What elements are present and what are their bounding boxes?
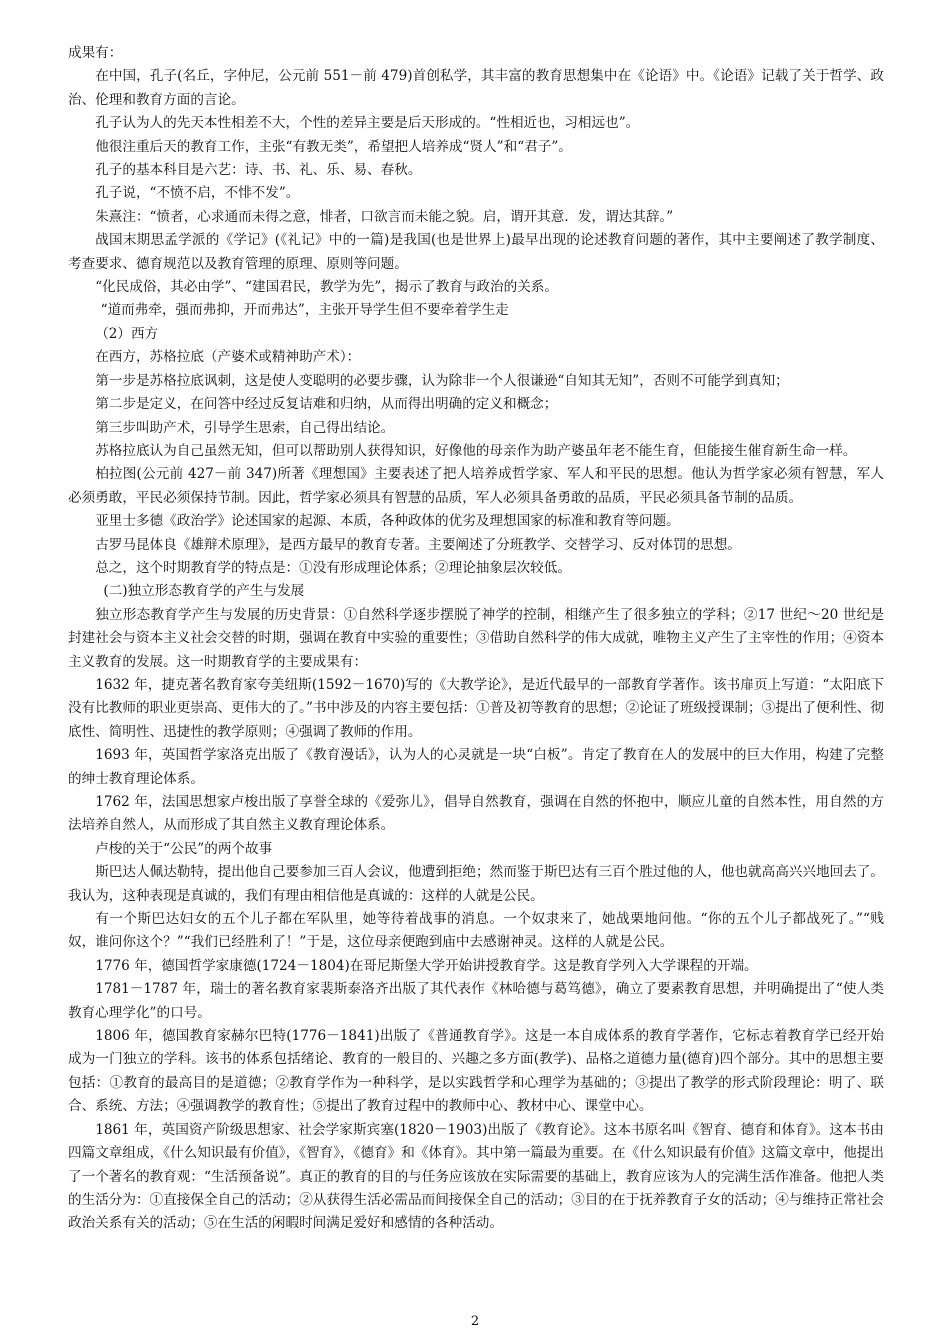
paragraph: “化民成俗，其必由学”、“建国君民，教学为先”，揭示了教育与政治的关系。 — [95, 279, 558, 296]
paragraph: 苏格拉底认为自己虽然无知，但可以帮助别人获得知识，好像他的母亲作为助产婆虽年老不能生育，但能接生催育新生命一样。 — [95, 442, 857, 459]
paragraph: 1861 年，英国资产阶级思想家、社会学家斯宾塞(1820－1903)出版了《教育论》。这本书原名叫《智育、德育和体育》。这本书由四篇文章组成，《什么知识最有价值》，《智育》，《德育》和《体育》。其中第一篇最为重要。在《什么知识最有价值》这篇文章中，他提出了一个著名的教育观：“生活预备说”。真正的教育的目的与任务应该放在实际需要的基础上，教育应该为人的完满生活作准备。他把人类的生活分为：①直接保全自己的活动；②从获得生活必需品而间接保全自己的活动；③目的在于抚养教育子女的活动；④与维持正常社会政治关系有关的活动；⑤在生活的闲暇时间满足爱好和感情的各种活动。 — [68, 1121, 884, 1232]
paragraph: 卢梭的关于“公民”的两个故事 — [95, 840, 273, 857]
paragraph: 1762 年，法国思想家卢梭出版了享誉全球的《爱弥儿》，倡导自然教育，强调在自然的怀抱中，顺应儿童的自然本性，用自然的方法培养自然人，从而形成了其自然主义教育理论体系。 — [68, 794, 884, 834]
paragraph: 朱熹注：“愤者，心求通而未得之意，悱者，口欲言而未能之貌。启，谓开其意．发，谓达其辞。” — [95, 208, 674, 225]
paragraph: 古罗马昆体良《雄辩术原理》，是西方最早的教育专著。主要阐述了分班教学、交替学习、反对体罚的思想。 — [95, 536, 741, 553]
paragraph: 孔子的基本科目是六艺：诗、书、礼、乐、易、春秋。 — [95, 162, 422, 179]
paragraph: 独立形态教育学产生与发展的历史背景：①自然科学逐步摆脱了神学的控制，相继产生了很多独立的学科；②17 世纪～20 世纪是封建社会与资本主义社会交替的时期，强调在教育中实验的重要性；③借助自然科学的伟大成就，唯物主义产生了主宰性的作用；④资本主义教育的发展。这一时期教育学的主要成果有： — [68, 606, 884, 670]
paragraph: 总之，这个时期教育学的特点是：①没有形成理论体系；②理论抽象层次较低。 — [95, 559, 571, 576]
paragraph: 1632 年，捷克著名教育家夸美纽斯(1592－1670)写的《大教学论》，是近代最早的一部教育学著作。该书扉页上写道：“太阳底下没有比教师的职业更崇高、更伟大的了。”书中涉及的内容主要包括：①普及初等教育的思想；②论证了班级授课制；③提出了便利性、彻底性、简明性、迅捷性的教学原则；④强调了教师的作用。 — [68, 676, 884, 740]
paragraph: 第三步叫助产术，引导学生思索，自己得出结论。 — [95, 419, 395, 436]
paragraph: 他很注重后天的教育工作，主张“有教无类”，希望把人培养成“贤人”和“君子”。 — [95, 138, 572, 155]
paragraph: 1781－1787 年，瑞士的著名教育家裴斯泰洛齐出版了其代表作《林哈德与葛笃德》，确立了要素教育思想，并明确提出了“使人类教育心理学化”的口号。 — [68, 981, 884, 1021]
paragraph: 成果有： — [68, 45, 123, 61]
paragraph: “道而弗牵，强而弗抑，开而弗达”，主张开导学生但不要牵着学生走 — [100, 302, 509, 319]
paragraph: (二)独立形态教育学的产生与发展 — [103, 583, 305, 600]
paragraph: 柏拉图(公元前 427－前 347)所著《理想国》主要表述了把人培养成哲学家、军人和平民的思想。他认为哲学家必须有智慧，军人必须勇敢，平民必须保持节制。因此，哲学家必须具有智慧的品质，军人必须具备勇敢的品质，平民必须具备节制的品质。 — [68, 466, 884, 506]
paragraph: 有一个斯巴达妇女的五个儿子都在军队里，她等待着战事的消息。一个奴隶来了，她战栗地问他。“你的五个儿子都战死了。”“贱奴，谁问你这个？”“我们已经胜利了！”于是，这位母亲便跑到庙中去感谢神灵。这样的人就是公民。 — [68, 911, 884, 951]
paragraph: 在西方，苏格拉底（产婆术或精神助产术）： — [95, 349, 361, 366]
paragraph: 1776 年，德国哲学家康德(1724－1804)在哥尼斯堡大学开始讲授教育学。这是教育学列入大学课程的开端。 — [95, 957, 758, 974]
paragraph: 斯巴达人佩达勒特，提出他自己要参加三百人会议，他遭到拒绝；然而鉴于斯巴达有三百个胜过他的人，他也就高高兴兴地回去了。我认为，这种表现是真诚的，我们有理由相信他是真诚的：这样的人就是公民。 — [68, 864, 884, 904]
paragraph: 第一步是苏格拉底讽刺，这是使人变聪明的必要步骤，认为除非一个人很谦逊“自知其无知”，否则不可能学到真知； — [95, 372, 789, 389]
paragraph: （2）西方 — [95, 325, 159, 342]
paragraph: 孔子说，“不愤不启，不悱不发”。 — [95, 185, 300, 202]
paragraph: 亚里士多德《政治学》论述国家的起源、本质，各种政体的优劣及理想国家的标准和教育等问题。 — [95, 513, 680, 530]
paragraph: 在中国，孔子(名丘，字仲尼，公元前 551－前 479)首创私学，其丰富的教育思想集中在《论语》中。《论语》记载了关于哲学、政治、伦理和教育方面的言论。 — [68, 68, 884, 108]
page-number: 2 — [470, 1314, 480, 1329]
paragraph: 战国末期思孟学派的《学记》(《礼记》中的一篇)是我国(也是世界上)最早出现的论述教育问题的著作，其中主要阐述了教学制度、考查要求、德育规范以及教育管理的原理、原则等问题。 — [68, 232, 884, 272]
paragraph: 孔子认为人的先天本性相差不大，个性的差异主要是后天形成的。“性相近也，习相远也”。 — [95, 115, 640, 132]
document-body — [68, 42, 884, 1236]
paragraph: 1806 年，德国教育家赫尔巴特(1776－1841)出版了《普通教育学》。这是一本自成体系的教育学著作，它标志着教育学已经开始成为一门独立的学科。该书的体系包括绪论、教育的一般目的、兴趣之多方面(教学)、品格之道德力量(德育)四个部分。其中的思想主要包括：①教育的最高目的是道德；②教育学作为一种科学，是以实践哲学和心理学为基础的；③提出了教学的形式阶段理论：明了、联合、系统、方法；④强调教学的教育性；⑤提出了教育过程中的教师中心、教材中心、课堂中心。 — [68, 1028, 884, 1115]
paragraph: 第二步是定义，在问答中经过反复诘难和归纳，从而得出明确的定义和概念； — [95, 396, 558, 413]
paragraph: 1693 年，英国哲学家洛克出版了《教育漫话》，认为人的心灵就是一块“白板”。肯定了教育在人的发展中的巨大作用，构建了完整的绅士教育理论体系。 — [68, 747, 884, 787]
